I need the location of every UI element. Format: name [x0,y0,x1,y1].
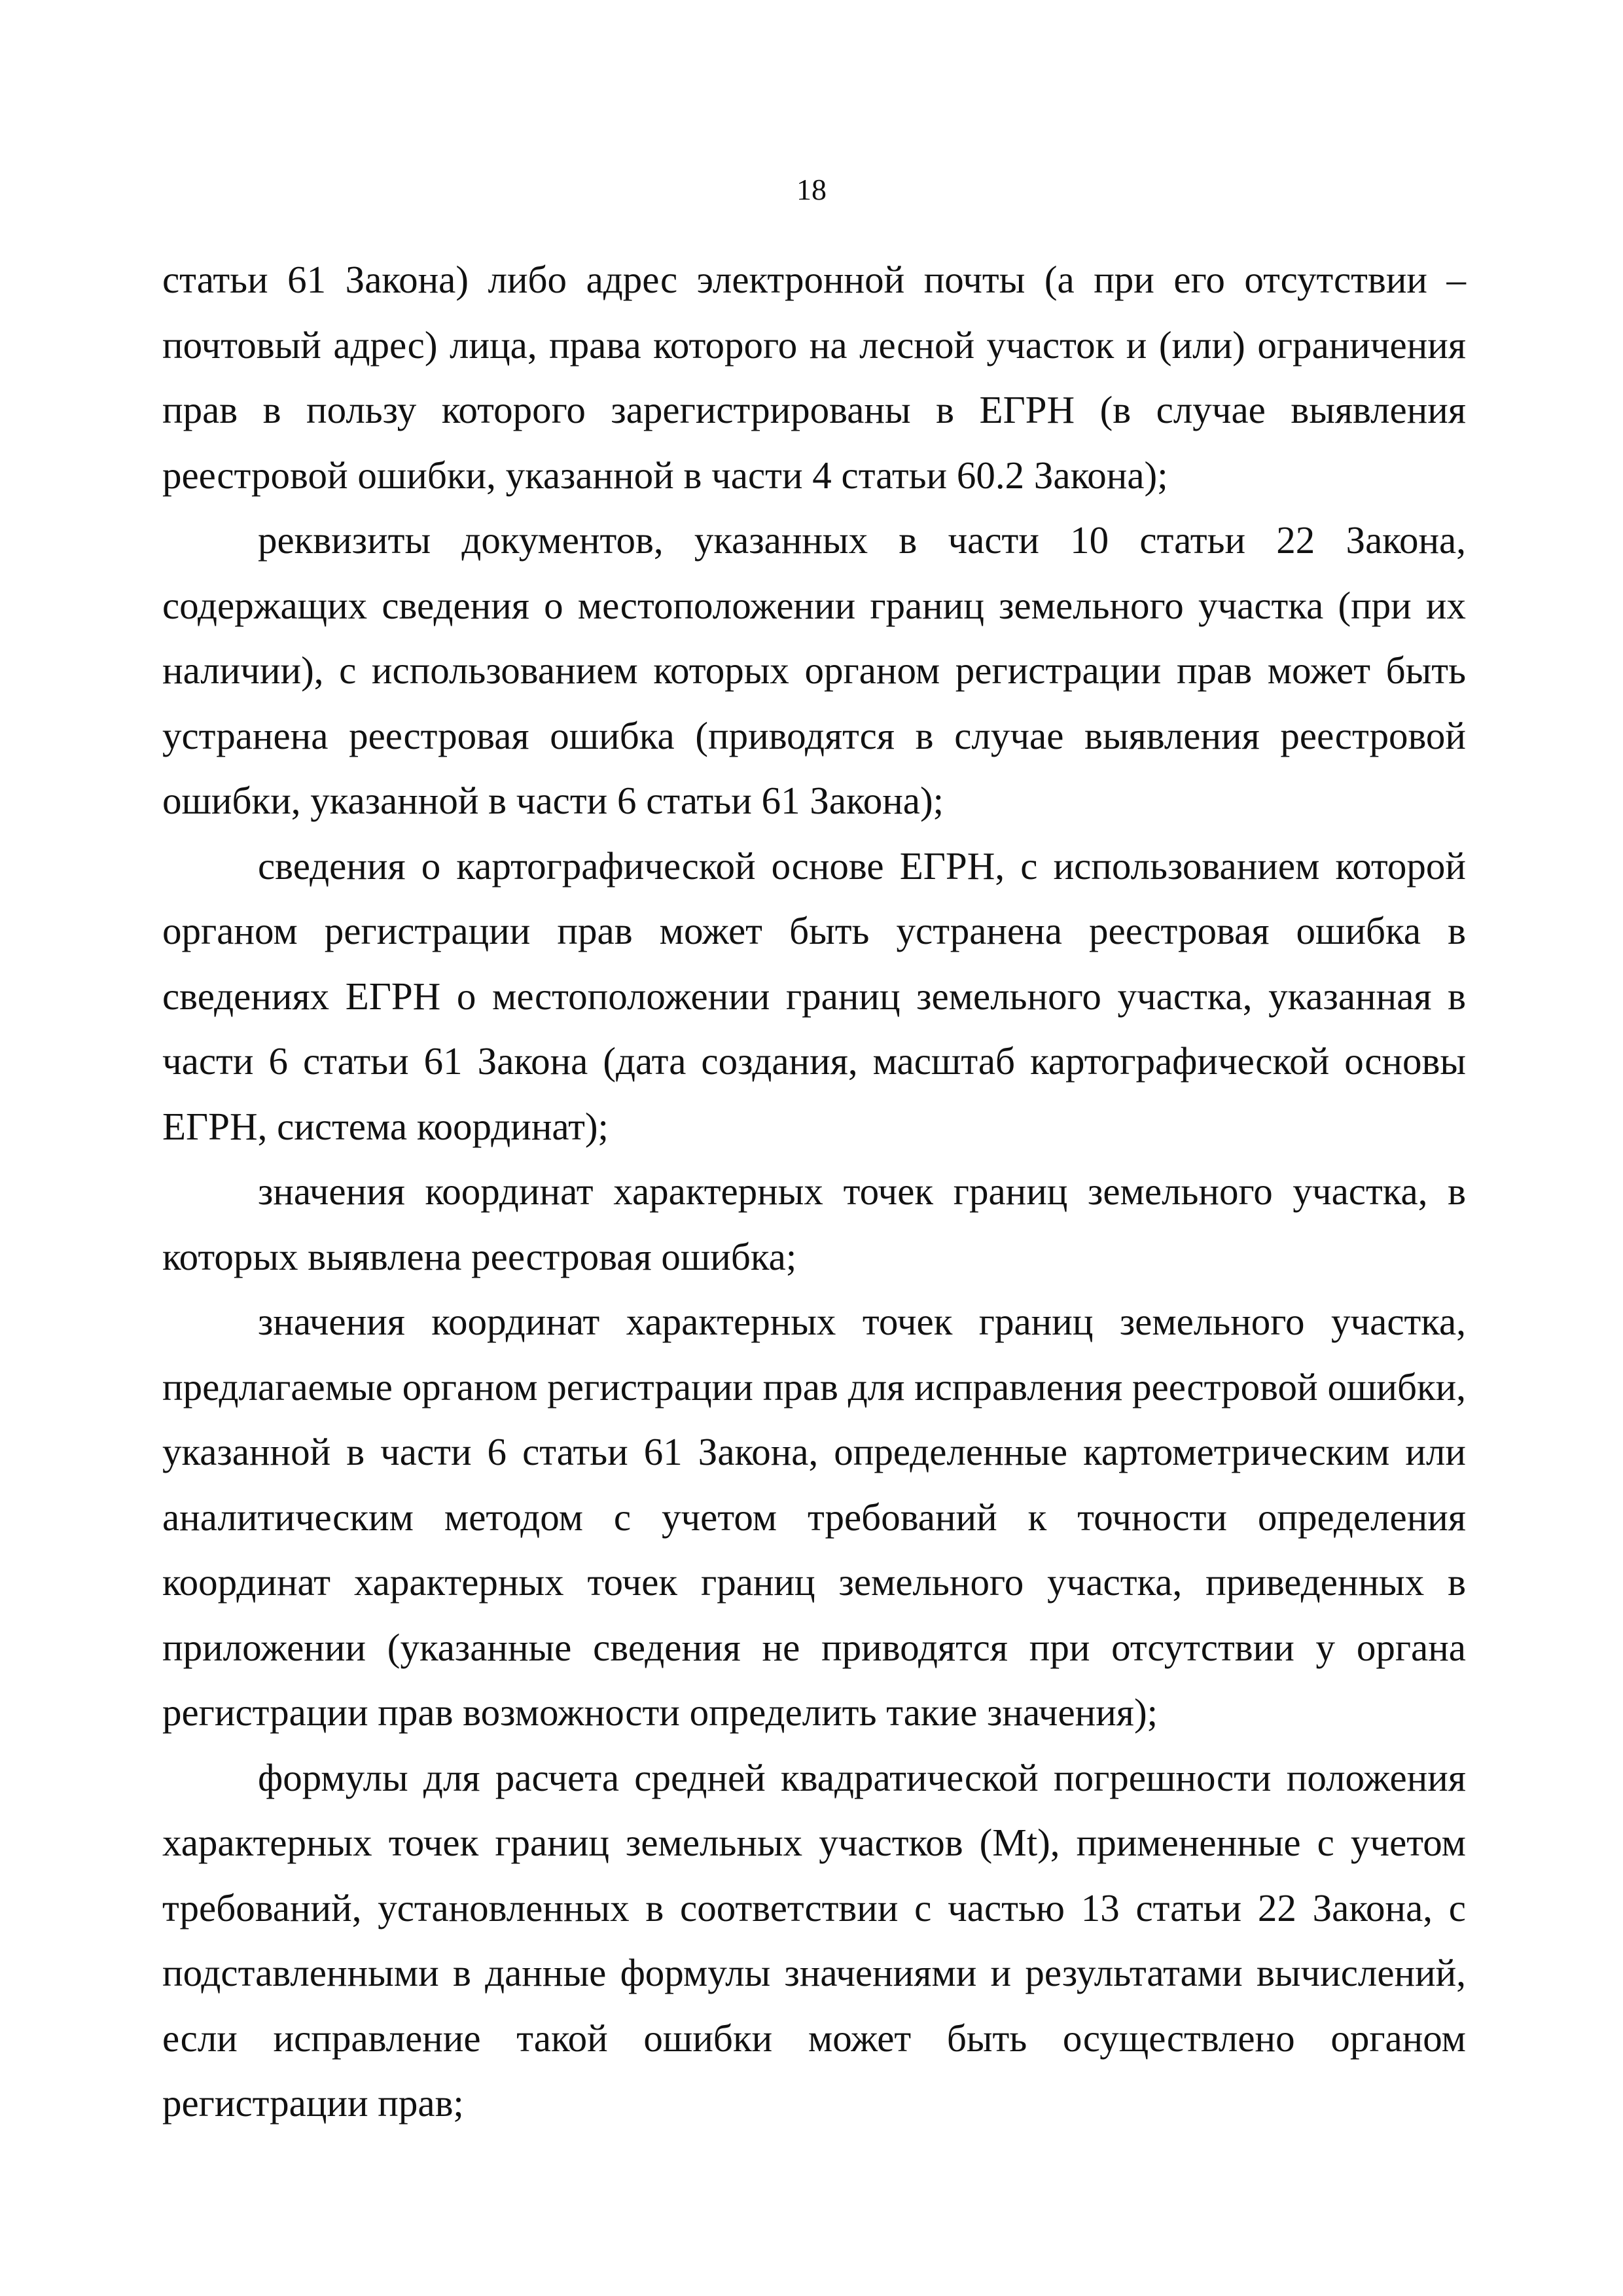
paragraph-continuation: статьи 61 Закона) либо адрес электронной почты (а при его отсутствии – почтовый адрес) лица, права которого на лесной участок и (или) ограничения прав в пользу которого зарегистрированы в ЕГРН (в случае выявления реестровой ошибки, указанной в части 4 статьи 60.2 Закона); [162,258,1466,497]
paragraph-proposed-coordinates: значения координат характерных точек границ земельного участка, предлагаемые органом регистрации прав для исправления реестровой ошибки, указанной в части 6 статьи 61 Закона, определенные картометрическим или аналитическим методом с учетом требований к точности определения координат характерных точек границ земельного участка, приведенных в приложении (указанные сведения не приводятся при отсутствии у органа регистрации прав возможности определить такие значения); [162,1300,1466,1734]
paragraph-error-coordinates: значения координат характерных точек границ земельного участка, в которых выявлена реестровая ошибка; [162,1170,1466,1278]
document-body [162,247,1466,2136]
page-number: 18 [796,173,827,206]
paragraph-document-details: реквизиты документов, указанных в части 10 статьи 22 Закона, содержащих сведения о местоположении границ земельного участка (при их наличии), с использованием которых органом регистрации прав может быть устранена реестровая ошибка (приводятся в случае выявления реестровой ошибки, указанной в части 6 статьи 61 Закона); [162,518,1466,822]
paragraph-error-formulas: формулы для расчета средней квадратической погрешности положения характерных точек границ земельных участков (Mt), примененные с учетом требований, установленных в соответствии с частью 13 статьи 22 Закона, с подставленными в данные формулы значениями и результатами вычислений, если исправление такой ошибки может быть осуществлено органом регистрации прав; [162,1755,1466,2125]
paragraph-cartographic-basis: сведения о картографической основе ЕГРН, с использованием которой органом регистрации прав может быть устранена реестровая ошибка в сведениях ЕГРН о местоположении границ земельного участка, указанная в части 6 статьи 61 Закона (дата создания, масштаб картографической основы ЕГРН, система координат); [162,844,1466,1148]
